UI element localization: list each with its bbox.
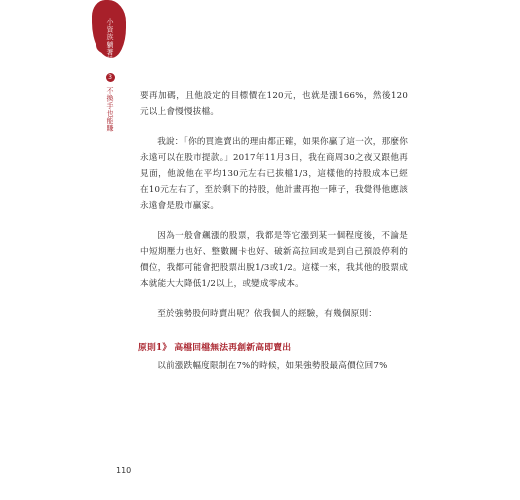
paragraph-3: 因為一般會飆漲的股票，我都是等它漲到某一個程度後，不論是中短期壓力也好、整數關卡也好、破新高拉回或是到自己預設停利的價位，我都可能會把股票出脫1/3或1/2。這樣一來，我其他的股票成本就能大大降低1/2以上，或變成零成本。 (140, 231, 408, 289)
paragraph-5: 以前漲跌幅度限制在7%的時候，如果強勢股最高價位回7% (157, 361, 388, 371)
side-title-2: 躺著投資 (106, 40, 114, 71)
section-heading (138, 340, 408, 356)
body-text (140, 88, 408, 388)
side-title-1: 小資族 (106, 18, 114, 41)
side-chapter-tab (103, 18, 117, 132)
paragraph-2: 我說：「你的買進賣出的理由都正確，如果你贏了這一次，那麼你永遠可以在股市提款。」2017年11月3日，我在商周30之夜又跟他再見面，他說他在平均130元左右已拔檔1/3，這樣他的持股成本已經在10元左右了，至於剩下的持股，他計畫再抱一陣子，我覺得他應該永遠會是股市贏家。 (140, 137, 408, 211)
paragraph-4: 至於強勢股何時賣出呢？依我個人的經驗，有幾個原則： (157, 309, 378, 319)
paragraph-1: 要再加碼，且他設定的目標價在120元，也就是漲166%，然後120元以上會慢慢拔檔。 (140, 91, 408, 117)
page-number: 110 (116, 466, 132, 475)
side-chapter-title: 不換手也能賺 (106, 86, 114, 132)
chapter-number-badge: 3 (106, 73, 115, 82)
section-heading-label: 原則1》 (138, 343, 172, 353)
section-heading-text: 高檔回檔無法再創新高即賣出 (174, 343, 292, 353)
